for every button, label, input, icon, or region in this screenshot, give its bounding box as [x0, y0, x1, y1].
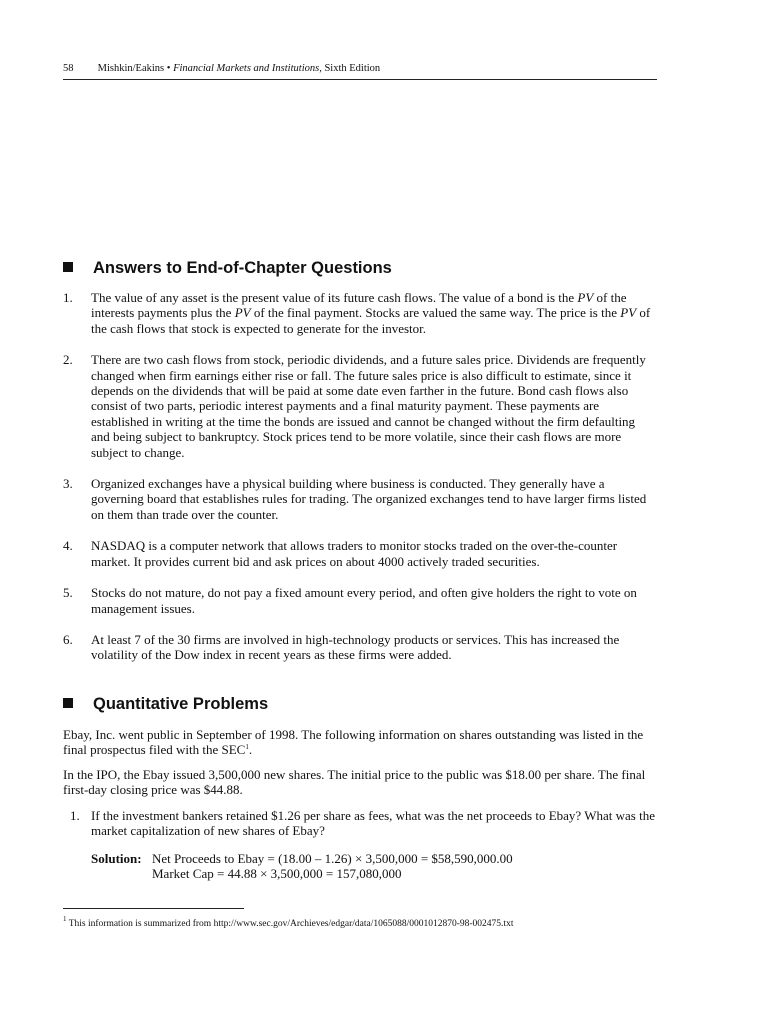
- solution-label: Solution:: [91, 851, 142, 866]
- intro-paragraph: [63, 727, 657, 758]
- answer-number: 4.: [63, 538, 73, 554]
- answers-heading-text: Answers to End-of-Chapter Questions: [93, 259, 392, 277]
- book-title: Financial Markets and Institutions,: [173, 63, 322, 74]
- answer-text-part: The value of any asset is the present value of its future cash flows. The value of a bond is the: [91, 290, 578, 305]
- authors: Mishkin/Eakins: [97, 63, 165, 74]
- answer-text-part: of the final payment. Stocks are valued the same way. The price is the: [250, 305, 621, 321]
- solution-line-market-cap: Market Cap = 44.88 × 3,500,000 = 157,080,000: [152, 866, 402, 882]
- answer-item: [63, 476, 657, 522]
- answer-item: [63, 538, 657, 569]
- edition: Sixth Edition: [324, 63, 381, 74]
- pv-term: PV: [234, 305, 251, 321]
- answer-text-part: of the interests payments plus the: [91, 290, 627, 321]
- answer-text: At least 7 of the 30 firms are involved in high-technology products or services. This has increased the volatility of the Dow index in recent years as these firms were added.: [91, 631, 620, 663]
- footnote-reference: 1: [245, 743, 249, 752]
- answer-number: 2.: [63, 352, 73, 368]
- answer-number: 3.: [63, 476, 73, 492]
- page-number: 58: [63, 63, 74, 74]
- answer-number: 6.: [63, 631, 73, 647]
- quantitative-heading-text: Quantitative Problems: [93, 695, 269, 713]
- answer-item: [63, 632, 657, 663]
- square-bullet-icon: [63, 262, 73, 272]
- footnote-mark: 1: [63, 915, 67, 923]
- answer-number: 1.: [63, 290, 73, 305]
- solution-block: [91, 851, 513, 882]
- intro-end: .: [248, 742, 253, 758]
- answer-text: Organized exchanges have a physical building where business is conducted. They generally have a governing board that establishes rules for trading. The organized exchanges tend to have larger firms listed on them than trade over the counter.: [91, 476, 647, 522]
- answer-item: [63, 585, 657, 616]
- pv-term: PV: [577, 290, 594, 305]
- answer-text: [91, 290, 657, 336]
- problem-item: [70, 808, 657, 839]
- answers-heading: [63, 258, 392, 278]
- answers-list: [63, 290, 657, 679]
- answer-text: Stocks do not mature, do not pay a fixed amount every period, and often give holders the right to vote on management issues.: [91, 585, 637, 616]
- running-header: [63, 62, 657, 80]
- square-bullet-icon: [63, 698, 73, 708]
- answer-text: NASDAQ is a computer network that allows traders to monitor stocks traded on the over-the-counter market. It provides current bid and ask prices on about 4000 actively traded securities.: [91, 538, 618, 569]
- header-bullet: •: [166, 63, 171, 74]
- footnote-text: This information is summarized from http://www.sec.gov/Archieves/edgar/data/1065088/0001012870-98-002475.txt: [68, 919, 514, 929]
- problem-text: If the investment bankers retained $1.26 per share as fees, what was the net proceeds to Ebay? What was the market capitalization of new shares of Ebay?: [91, 808, 655, 839]
- answer-text: There are two cash flows from stock, periodic dividends, and a future sales price. Dividends are frequently changed when firm earnings either rise or fall. The future sales price is also difficult to estimate, since it depends on the dividends that will be paid at some date even farther in the future. Bond cash flows also consist of two parts, periodic interest payments and a final maturity payment. These payments are established in writing at the time the bonds are issued and cannot be changed without the firm defaulting and being subject to bankruptcy. Stock prices tend to be more volatile, since their cash flows are more subject to change.: [91, 352, 646, 460]
- answer-item: [63, 290, 657, 336]
- problem-number: 1.: [70, 808, 80, 823]
- footnote-divider: [63, 908, 244, 909]
- quantitative-heading: [63, 694, 268, 714]
- footnote: [63, 915, 514, 930]
- intro-text: Ebay, Inc. went public in September of 1998. The following information on shares outstanding was listed in the final prospectus filed with the SEC: [63, 727, 644, 758]
- answer-item: [63, 352, 657, 460]
- ipo-paragraph: In the IPO, the Ebay issued 3,500,000 new shares. The initial price to the public was $18.00 per share. The final first-day closing price was $44.88.: [63, 767, 646, 798]
- solution-line-net-proceeds: Net Proceeds to Ebay = (18.00 – 1.26) × 3,500,000 = $58,590,000.00: [152, 851, 513, 866]
- pv-term: PV: [620, 305, 637, 321]
- answer-number: 5.: [63, 585, 73, 601]
- answer-text-part: of the cash flows that stock is expected to generate for the investor.: [91, 305, 651, 336]
